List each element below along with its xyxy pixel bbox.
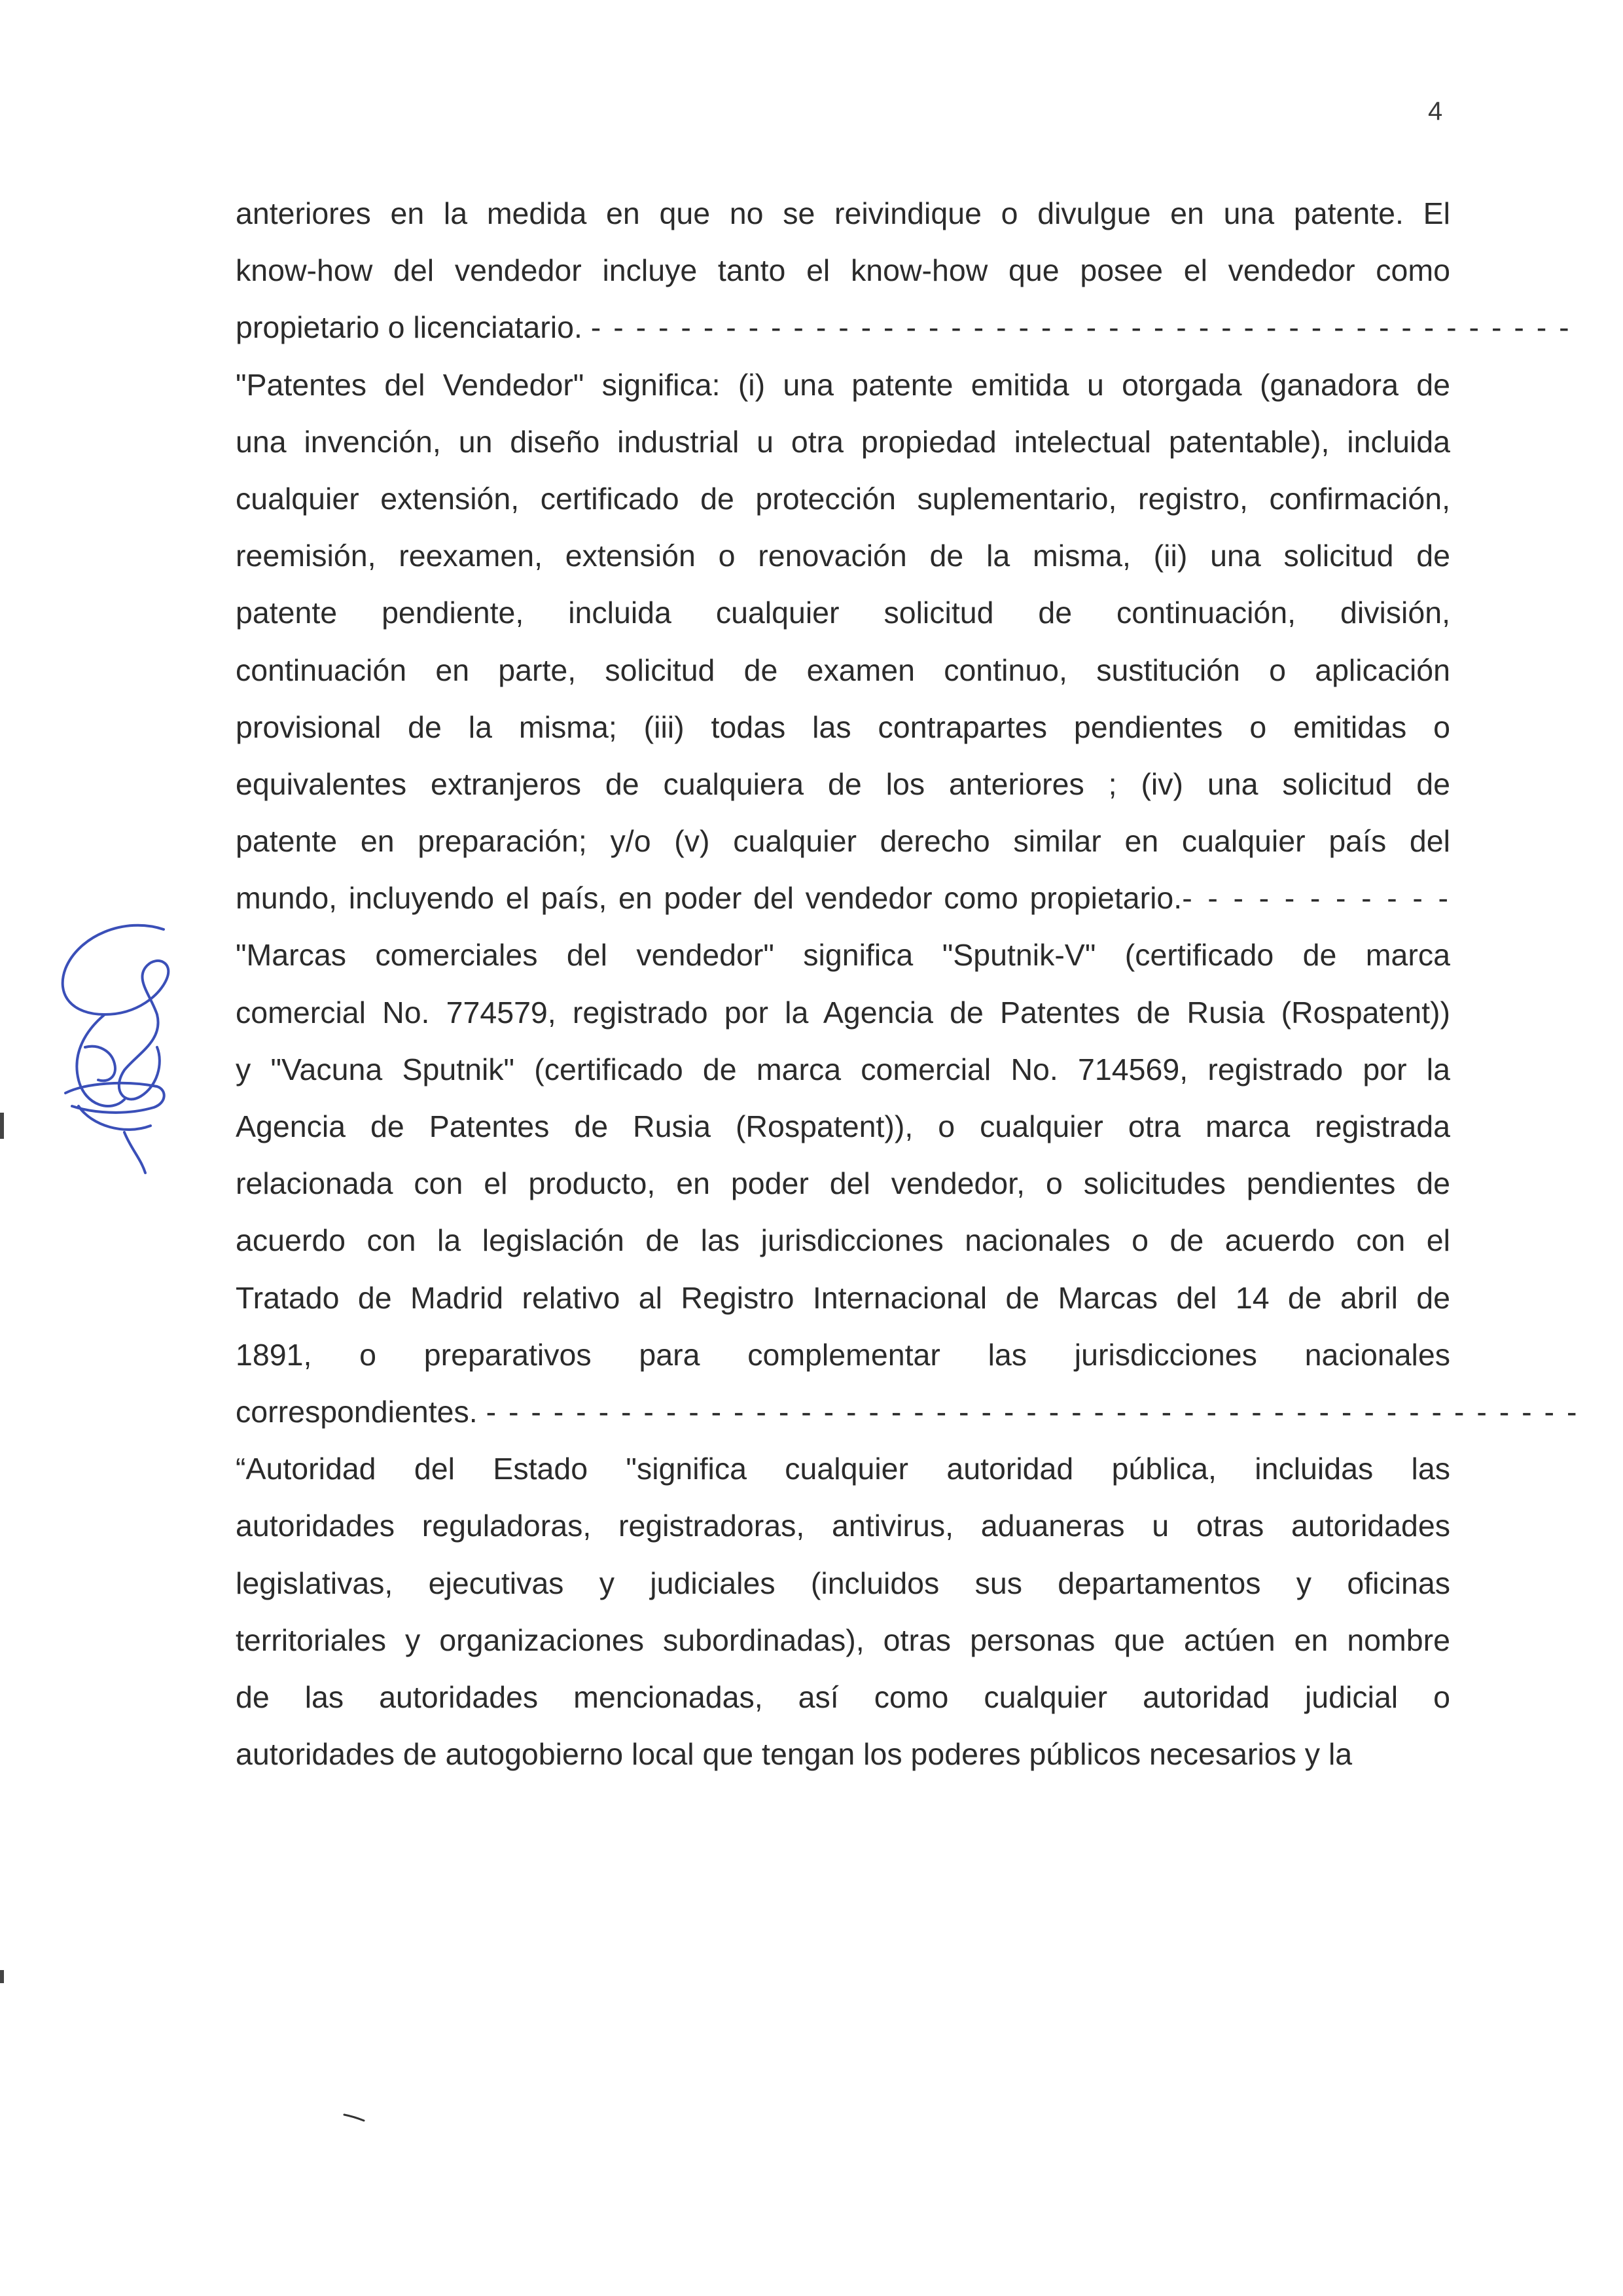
text-line: provisional de la misma; (iii) todas las contrapartes pendientes o emitidas o	[236, 709, 1450, 744]
text-line: reemisión, reexamen, extensión o renovación de la misma, (ii) una solicitud de	[236, 539, 1450, 573]
text-line: propietario o licenciatario. - - - - - - - - - - - - - - - - - - - - - - - - - - - - - - - - - - - - - - - - - - - -	[236, 310, 1571, 345]
text-line: comercial No. 774579, registrado por la Agencia de Patentes de Rusia (Rospatent))	[236, 995, 1450, 1030]
text-line: correspondientes. - - - - - - - - - - - - - - - - - - - - - - - - - - - - - - - - - - - - - - - - - - - - - - - - -	[236, 1394, 1579, 1429]
dash-fill: - - - - - - - - - - -	[1182, 881, 1450, 916]
text-line: know-how del vendedor incluye tanto el know-how que posee el vendedor como	[236, 253, 1450, 288]
text-line: "Patentes del Vendedor" significa: (i) una patente emitida u otorgada (ganadora de	[236, 367, 1450, 402]
page-number: 4	[1428, 97, 1443, 126]
text-line: autoridades reguladoras, registradoras, antivirus, aduaneras u otras autoridades	[236, 1509, 1450, 1543]
text-line: anteriores en la medida en que no se reivindique o divulgue en una patente. El	[236, 196, 1450, 230]
text-line: de las autoridades mencionadas, así como cualquier autoridad judicial o	[236, 1679, 1450, 1714]
text-line: cualquier extensión, certificado de protección suplementario, registro, confirmación,	[236, 481, 1450, 516]
text-line: equivalentes extranjeros de cualquiera de los anteriores ; (iv) una solicitud de	[236, 766, 1450, 801]
stray-pen-mark	[343, 2113, 365, 2122]
handwritten-signature	[26, 916, 196, 1191]
text-line: Tratado de Madrid relativo al Registro Internacional de Marcas del 14 de abril de	[236, 1280, 1450, 1315]
text-line: relacionada con el producto, en poder del vendedor, o solicitudes pendientes de	[236, 1166, 1450, 1201]
text-line: legislativas, ejecutivas y judiciales (incluidos sus departamentos y oficinas	[236, 1566, 1450, 1600]
scan-edge-mark	[0, 1113, 4, 1139]
text-line: “Autoridad del Estado "significa cualquier autoridad pública, incluidas las	[236, 1452, 1450, 1486]
dash-fill: - - - - - - - - - - - - - - - - - - - - - - - - - - - - - - - - - - - - - - - - - - - - - - - - -	[486, 1394, 1579, 1429]
text-line: y "Vacuna Sputnik" (certificado de marca comercial No. 714569, registrado por la	[236, 1052, 1450, 1086]
scan-edge-mark	[0, 1970, 4, 1983]
text-line: Agencia de Patentes de Rusia (Rospatent)), o cualquier otra marca registrada	[236, 1109, 1450, 1143]
text-line: acuerdo con la legislación de las jurisdicciones nacionales o de acuerdo con el	[236, 1223, 1450, 1258]
text-line: patente pendiente, incluida cualquier solicitud de continuación, división,	[236, 596, 1450, 630]
dash-fill: - - - - - - - - - - - - - - - - - - - - - - - - - - - - - - - - - - - - - - - - - - - -	[590, 310, 1571, 345]
text-line: mundo, incluyendo el país, en poder del vendedor como propietario.- - - - - - - - - - -	[236, 881, 1450, 916]
text-line: territoriales y organizaciones subordinadas), otras personas que actúen en nombre	[236, 1623, 1450, 1657]
text-line: "Marcas comerciales del vendedor" significa "Sputnik-V" (certificado de marca	[236, 938, 1450, 973]
document-body	[236, 185, 1579, 1783]
text-line: una invención, un diseño industrial u otra propiedad intelectual patentable), incluida	[236, 424, 1450, 459]
text-line: 1891, o preparativos para complementar las jurisdicciones nacionales	[236, 1337, 1450, 1372]
text-line: continuación en parte, solicitud de examen continuo, sustitución o aplicación	[236, 653, 1450, 687]
text-line: patente en preparación; y/o (v) cualquier derecho similar en cualquier país del	[236, 824, 1450, 859]
text-line: autoridades de autogobierno local que tengan los poderes públicos necesarios y la	[236, 1737, 1353, 1772]
